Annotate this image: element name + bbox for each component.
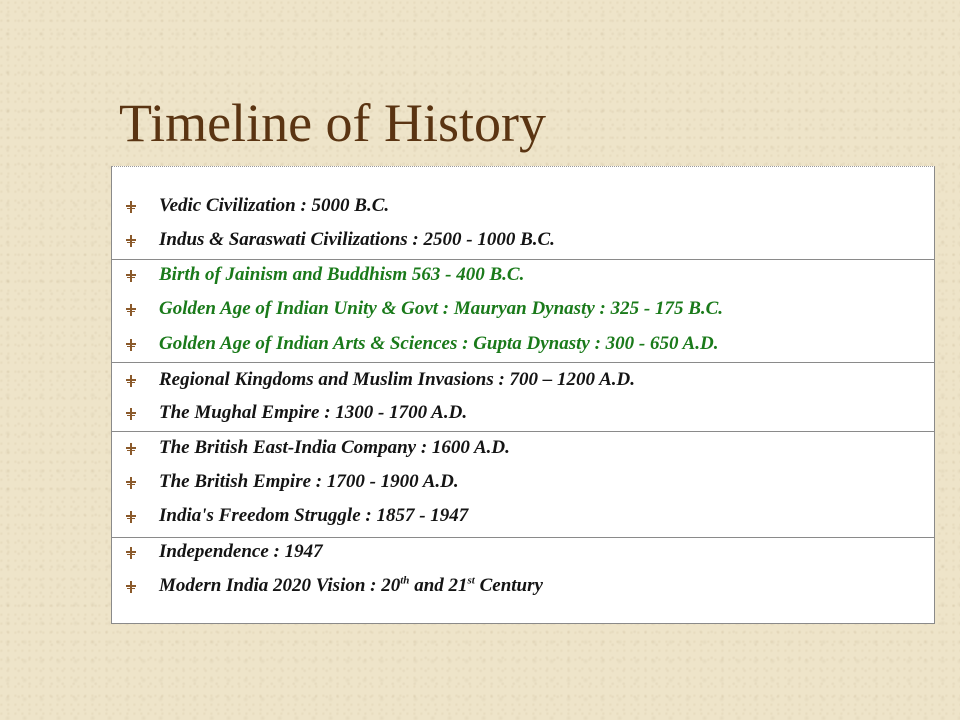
- timeline-item-text: Indus & Saraswati Civilizations : 2500 - 1000 B.C.: [159, 229, 555, 250]
- timeline-item: [112, 292, 934, 326]
- timeline-item-text: Modern India 2020 Vision : 20th and 21st Century: [159, 574, 543, 596]
- timeline-item: [112, 431, 934, 465]
- timeline-box: [111, 166, 935, 624]
- timeline-item: [112, 363, 934, 397]
- cross-bullet-icon: [126, 375, 136, 387]
- timeline-item: [112, 396, 934, 430]
- timeline-item: [112, 327, 934, 361]
- timeline-item: [112, 223, 934, 257]
- cross-bullet-icon: [126, 304, 136, 316]
- timeline-item: [112, 189, 934, 223]
- timeline-item: [112, 465, 934, 499]
- cross-bullet-icon: [126, 511, 136, 523]
- cross-bullet-icon: [126, 581, 136, 593]
- slide-title: Timeline of History: [119, 93, 547, 153]
- timeline-item-text: Regional Kingdoms and Muslim Invasions : 700 – 1200 A.D.: [159, 369, 635, 390]
- cross-bullet-icon: [126, 270, 136, 282]
- cross-bullet-icon: [126, 201, 136, 213]
- timeline-item-text: Independence : 1947: [159, 541, 323, 562]
- cross-bullet-icon: [126, 477, 136, 489]
- timeline-item-text: Vedic Civilization : 5000 B.C.: [159, 195, 390, 216]
- cross-bullet-icon: [126, 408, 136, 420]
- cross-bullet-icon: [126, 547, 136, 559]
- timeline-item: [112, 499, 934, 533]
- timeline-item-text: The Mughal Empire : 1300 - 1700 A.D.: [159, 402, 468, 423]
- timeline-item-text: Birth of Jainism and Buddhism 563 - 400 B.C.: [159, 264, 525, 285]
- timeline-item-text: The British East-India Company : 1600 A.D.: [159, 437, 510, 458]
- cross-bullet-icon: [126, 443, 136, 455]
- timeline-item-text: The British Empire : 1700 - 1900 A.D.: [159, 471, 459, 492]
- cross-bullet-icon: [126, 235, 136, 247]
- timeline-item-text: Golden Age of Indian Arts & Sciences : Gupta Dynasty : 300 - 650 A.D.: [159, 333, 719, 354]
- timeline-item: [112, 535, 934, 569]
- timeline-item-text: India's Freedom Struggle : 1857 - 1947: [159, 505, 469, 526]
- timeline-item-text: Golden Age of Indian Unity & Govt : Mauryan Dynasty : 325 - 175 B.C.: [159, 298, 724, 319]
- timeline-item: [112, 258, 934, 292]
- cross-bullet-icon: [126, 339, 136, 351]
- timeline-item: [112, 569, 934, 603]
